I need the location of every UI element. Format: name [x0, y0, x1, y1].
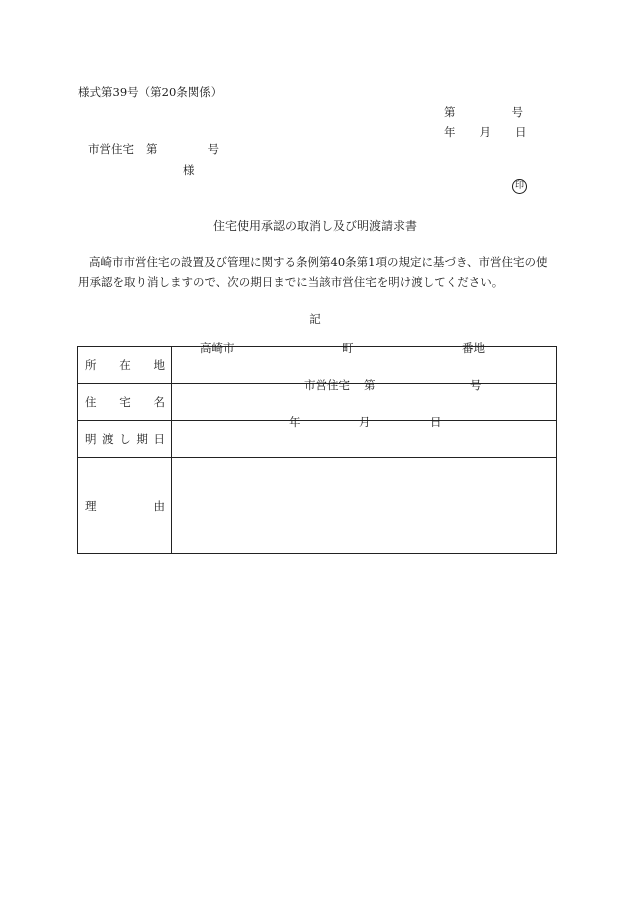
details-table	[77, 341, 557, 554]
document-number	[444, 104, 523, 120]
label-char: 所	[85, 358, 97, 372]
date-month: 月	[479, 125, 491, 139]
vacate-year: 年	[289, 415, 301, 429]
addr-go: 号	[207, 142, 219, 156]
document-date	[444, 124, 527, 140]
seal-mark: 印	[512, 179, 527, 194]
label-char: 名	[153, 395, 165, 409]
housing-dai: 第	[364, 378, 376, 392]
vacate-month: 月	[359, 415, 371, 429]
table-row	[78, 421, 557, 458]
label-char: 由	[153, 498, 165, 513]
housing-label: 市営住宅	[304, 378, 350, 392]
addr-label: 市営住宅	[88, 142, 134, 156]
table-row	[78, 458, 557, 554]
label-vacate-date	[78, 421, 172, 458]
location-city: 高崎市	[200, 341, 235, 355]
value-vacate-date	[172, 415, 557, 458]
doc-no-suffix: 号	[511, 105, 523, 119]
label-char: 理	[85, 498, 97, 513]
label-reason	[78, 458, 172, 554]
label-char: 宅	[119, 395, 131, 409]
label-char: 期	[136, 432, 148, 446]
addressee-housing	[88, 141, 219, 157]
label-char: 地	[153, 358, 165, 372]
honorific: 様	[183, 163, 195, 177]
date-day: 日	[515, 125, 527, 139]
date-year: 年	[444, 125, 456, 139]
addr-dai: 第	[146, 142, 158, 156]
label-char: 日	[153, 432, 165, 446]
label-char: 住	[85, 395, 97, 409]
document-title: 住宅使用承認の取消し及び明渡請求書	[212, 219, 417, 233]
form-number: 様式第39号（第20条関係）	[78, 85, 223, 99]
vacate-day: 日	[430, 415, 442, 429]
label-char: 渡	[102, 432, 114, 446]
location-town: 町	[342, 341, 354, 355]
value-reason	[172, 458, 557, 554]
ki-heading: 記	[309, 312, 321, 326]
table-row	[78, 384, 557, 421]
label-char: し	[119, 432, 131, 446]
label-char: 明	[85, 432, 97, 446]
housing-go: 号	[470, 378, 482, 392]
body-paragraph: 高崎市市営住宅の設置及び管理に関する条例第40条第1項の規定に基づき、市営住宅の使用承認を取り消しますので、次の期日までに当該市営住宅を明け渡してください。	[78, 255, 548, 289]
location-banchi: 番地	[462, 341, 485, 355]
label-housing-name	[78, 384, 172, 421]
doc-no-prefix: 第	[444, 105, 456, 119]
label-location	[78, 347, 172, 384]
label-char: 在	[119, 358, 131, 372]
